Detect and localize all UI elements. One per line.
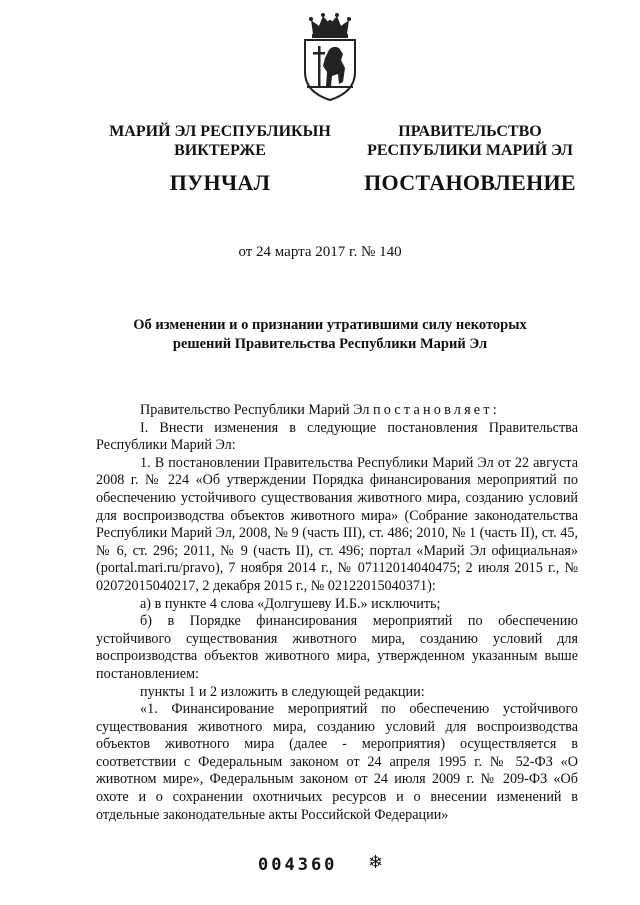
decree-title-line1: Об изменении и о признании утратившими силу некоторых	[133, 317, 527, 333]
decree-date: от 24 марта 2017 г. №	[238, 244, 376, 260]
header-left-doc-type: ПУНЧАЛ	[169, 170, 271, 195]
decree-number: 140	[379, 244, 402, 260]
paragraph-item-1: 1. В постановлении Правительства Республики Марий Эл от 22 августа 2008 г. № 224 «Об утверждении Порядка финансирования мероприятий по обеспечению устойчивого существования животного мира, созданию условий для воспроизводства объектов животного мира» (Собрание законодательства Республики Марий Эл, 2008, № 9 (часть III), ст. 486; 2010, № 1 (часть II), ст. 45, № 6, ст. 296; 2011, № 9 (часть II), ст. 496; портал «Марий Эл официальная» (portal.mari.ru/pravo), 7 ноября 2014 г., № 07112014040475; 2 июля 2015 г., № 02072015040217, 2 декабря 2015 г., № 02122015040371):	[96, 454, 578, 594]
decree-title-line2: решений Правительства Республики Марий Эл	[172, 336, 488, 352]
paragraph-new-wording: «1. Финансирование мероприятий по обеспечению устойчивого существования животного мира, созданию условий для воспроизводства объектов животного мира (далее - мероприятия) осуществляется в соответствии с Федеральным законом от 24 апреля 1995 г. № 52-ФЗ «О животном мире», Федеральным законом от 24 июля 2009 г. № 209-ФЗ «Об охоте и о сохранении охотничьих ресурсов и о внесении изменений в отдельные законодательные акты Российской Федерации»	[96, 701, 578, 823]
paragraph-subitem-b: б) в Порядке финансирования мероприятий по обеспечению устойчивого существования животного мира, созданию условий для воспроизводства объектов животного мира, утвержденном указанным выше постановлением:	[96, 613, 578, 682]
header-left-line1: МАРИЙ ЭЛ РЕСПУБЛИКЫН	[109, 123, 331, 140]
paragraph-section-1: I. Внести изменения в следующие постановления Правительства Республики Марий Эл:	[96, 419, 578, 454]
decree-date-line	[0, 244, 640, 261]
coat-of-arms-emblem	[299, 12, 361, 102]
header-left-block	[80, 122, 360, 196]
decree-body	[96, 402, 578, 824]
header-right-block	[330, 122, 610, 196]
snowflake-mark-icon: ❄	[368, 852, 384, 872]
header-right-line2: РЕСПУБЛИКИ МАРИЙ ЭЛ	[367, 142, 573, 159]
paragraph-subitem-a: а) в пункте 4 слова «Долгушеву И.Б.» исключить;	[140, 595, 441, 612]
intro-government: Правительство Республики Марий Эл	[140, 402, 370, 418]
intro-resolves: постановляет:	[372, 402, 500, 418]
header-right-doc-type: ПОСТАНОВЛЕНИЕ	[364, 170, 576, 195]
paragraph-points-1-2: пункты 1 и 2 изложить в следующей редакции:	[140, 683, 425, 700]
intro-paragraph	[96, 402, 578, 420]
form-serial-number: 004360	[258, 855, 338, 875]
header-right-line1: ПРАВИТЕЛЬСТВО	[398, 123, 542, 140]
header-left-line2: ВИКТЕРЖЕ	[174, 142, 266, 159]
decree-title	[120, 316, 540, 354]
